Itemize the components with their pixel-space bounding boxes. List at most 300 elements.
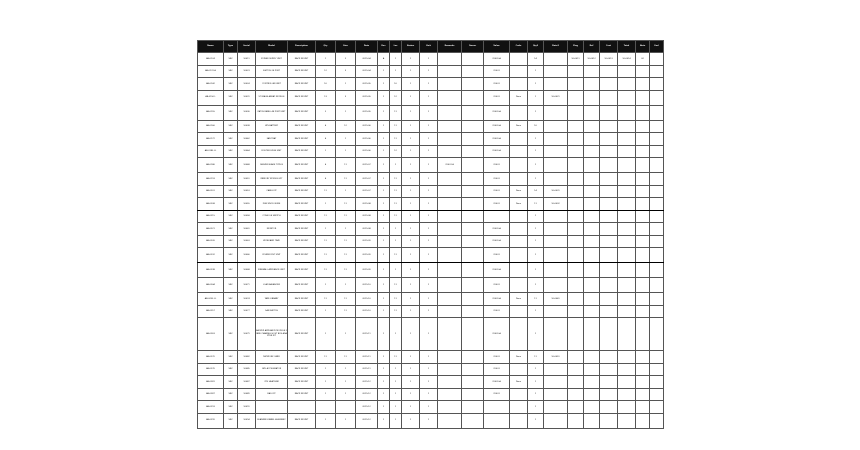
table-cell: 1 [420,376,438,389]
table-cell [544,235,568,248]
table-cell [650,133,664,146]
table-cell: 2019-12 [356,388,378,401]
table-cell: 1 [420,120,438,133]
table-cell [568,198,584,211]
table-cell: C0001 [484,248,510,263]
table-cell: 11 [390,133,402,146]
table-cell [636,90,650,105]
table-row [198,145,664,158]
table-cell: 1 [316,305,336,318]
table-cell: 2019-09 [356,248,378,263]
table-cell [618,210,636,223]
table-cell: 11 [316,210,336,223]
column-header: Value [484,41,510,53]
table-cell: 3 [336,90,356,105]
table-row [198,363,664,376]
table-cell: RACK MOUNT [288,413,316,428]
table-cell: AB-0131 A [198,65,224,78]
table-cell [650,198,664,211]
table-cell: 1 [420,293,438,306]
table-cell [650,90,664,105]
table-cell [438,413,462,428]
column-header: Status [402,41,420,53]
table-cell: 10077 [238,305,256,318]
table-cell: AB-0263 [198,318,224,351]
table-cell: 11 [316,248,336,263]
table-cell [636,248,650,263]
table-cell [438,248,462,263]
table-cell: C0001-A [484,53,510,66]
table-cell: 2019-12 [356,401,378,414]
table-cell [544,318,568,351]
table-cell: ROUTER EDGE UNIT [256,145,288,158]
table-cell: 1 [336,376,356,389]
table-row [198,65,664,78]
table-cell: C0001 [484,173,510,186]
table-cell [618,158,636,173]
table-cell [568,105,584,120]
table-cell: 1 [378,185,390,198]
table-cell [636,145,650,158]
table-cell: 1 [378,388,390,401]
table-cell: RACK MOUNT [288,235,316,248]
table-cell: 4 [316,133,336,146]
table-row [198,263,664,278]
table-cell: 1 [402,363,420,376]
column-header: Rev [378,41,390,53]
table-cell: 1 [528,318,544,351]
table-cell: 10082 [238,351,256,364]
table-cell: AB-0276 [198,363,224,376]
table-cell [618,388,636,401]
table-cell [544,158,568,173]
table-row [198,198,664,211]
table-cell [650,363,664,376]
table-cell: 1 [420,318,438,351]
table-cell [510,388,528,401]
table-cell: AB-0293 [198,401,224,414]
table-cell [636,235,650,248]
table-cell [438,120,462,133]
table-cell: 1 [336,388,356,401]
table-cell: 2019-12 [356,413,378,428]
table-cell: 1 [402,53,420,66]
table-cell [636,263,650,278]
table-cell [618,133,636,146]
table-cell [636,363,650,376]
table-cell: RACK MOUNT [288,185,316,198]
table-cell: 1 [336,133,356,146]
table-cell [462,210,484,223]
table-cell [584,413,600,428]
table-cell [438,145,462,158]
table-cell [584,293,600,306]
table-cell [544,210,568,223]
table-cell [650,145,664,158]
table-cell: C0001 [484,363,510,376]
table-cell: 11 [390,305,402,318]
table-cell: 11 [390,248,402,263]
table-cell: 11 [390,120,402,133]
table-cell [510,278,528,293]
table-cell [618,376,636,389]
table-cell: 2019-12 [356,376,378,389]
table-cell [438,235,462,248]
table-cell: DISK ENCLOSURE [256,198,288,211]
table-cell [600,318,618,351]
table-cell: RACK MOUNT [288,318,316,351]
table-cell: 1 [402,305,420,318]
table-cell: RACK MOUNT [288,263,316,278]
table-cell: 10-0011 [568,53,584,66]
table-cell: SRV [224,133,238,146]
table-cell [600,65,618,78]
table-cell: SRV [224,185,238,198]
table-cell [438,263,462,278]
table-cell [584,145,600,158]
table-cell: 11 [336,293,356,306]
table-cell: 1 [402,278,420,293]
table-cell: BACKUP APPLIANCE MODULE FIBRE CHANNEL HOST BUS ADAPTER KIT [256,318,288,351]
table-cell [584,223,600,236]
table-cell: SRV [224,388,238,401]
table-cell [438,133,462,146]
table-cell [462,198,484,211]
table-cell: 4 [316,120,336,133]
table-cell [600,363,618,376]
table-cell: 1 [316,413,336,428]
table-cell: A [378,53,390,66]
table-cell: 10-0032 [544,198,568,211]
table-cell: 1 [316,376,336,389]
table-cell [584,401,600,414]
table-cell: 1 [378,173,390,186]
table-cell [636,351,650,364]
table-cell: 1 [390,363,402,376]
table-cell [650,318,664,351]
table-cell [462,145,484,158]
table-cell [510,105,528,120]
table-cell [544,363,568,376]
table-cell [650,305,664,318]
table-cell: 1 [528,90,544,105]
table-cell [650,376,664,389]
table-cell [636,210,650,223]
table-row [198,53,664,66]
table-cell: 10-0013 [600,53,618,66]
table-cell: 1 [420,363,438,376]
table-cell [510,173,528,186]
table-cell [568,235,584,248]
table-cell: 2019-11 [356,318,378,351]
table-cell: SRV [224,90,238,105]
table-cell: 10074 [238,293,256,306]
table-cell [650,278,664,293]
table-cell: 2 [316,105,336,120]
table-cell: 1 [378,158,390,173]
table-cell: SRV [224,120,238,133]
table-cell [636,305,650,318]
table-cell: 10036 [238,105,256,120]
table-cell: 11 [316,235,336,248]
table-cell [568,90,584,105]
table-cell: 10071 [238,278,256,293]
column-header: Size [336,41,356,53]
table-cell: AB-0257 [198,305,224,318]
table-cell: AB-0180 LL [198,145,224,158]
table-cell: 11 [390,293,402,306]
table-row [198,223,664,236]
table-cell: 2019-11 [356,351,378,364]
table-cell [438,210,462,223]
table-cell: 1 [402,235,420,248]
table-cell: 2019-08 [356,210,378,223]
table-cell: 1 [402,248,420,263]
table-cell [544,413,568,428]
table-cell [462,53,484,66]
table-cell: 10-0014 [618,53,636,66]
table-cell [462,318,484,351]
table-cell: 1 [402,401,420,414]
table-cell: SRV [224,363,238,376]
table-cell: 1 [528,248,544,263]
table-cell: 1 [402,388,420,401]
table-cell [438,401,462,414]
table-cell: 1 [336,78,356,91]
table-cell: C0001-A [484,133,510,146]
table-cell: C0001-A [484,293,510,306]
table-cell: 10044 [238,145,256,158]
table-cell [650,223,664,236]
table-cell [600,376,618,389]
table-cell: 1 [378,235,390,248]
table-cell [618,198,636,211]
table-cell [584,376,600,389]
table-cell [618,105,636,120]
table-cell: SAN SWITCH [256,305,288,318]
table-cell [462,120,484,133]
table-cell: AB-0299 [198,413,224,428]
table-cell: 1 [336,223,356,236]
table-cell: 1 [420,65,438,78]
table-cell: AB-0215 [198,210,224,223]
table-cell: 1 [378,210,390,223]
table-cell: 10 [528,120,544,133]
table-cell [544,145,568,158]
table-cell: 2019-07 [356,185,378,198]
column-header: Unit [420,41,438,53]
table-cell [462,293,484,306]
table-cell [600,388,618,401]
table-cell: 1 [420,305,438,318]
table-cell [618,235,636,248]
table-cell [636,223,650,236]
table-cell: Done [510,120,528,133]
table-cell [462,376,484,389]
table-cell: 1 [420,223,438,236]
table-cell [584,105,600,120]
table-cell: SRV [224,248,238,263]
table-cell: 1 [378,65,390,78]
table-cell: 13 [316,90,336,105]
table-cell [600,185,618,198]
table-cell [618,145,636,158]
table-row [198,401,664,414]
table-cell: 1 [378,120,390,133]
table-cell: 1 [378,223,390,236]
table-cell [288,401,316,414]
table-row [198,173,664,186]
table-cell [600,120,618,133]
table-cell: 1 [420,53,438,66]
table-row [198,120,664,133]
table-cell: 11 [390,198,402,211]
table-cell [650,388,664,401]
table-cell: SERVER BLADE TYPE B [256,158,288,173]
table-cell: RACK MOUNT [288,158,316,173]
table-cell [544,223,568,236]
table-cell: 1 [378,318,390,351]
table-cell: RACK MOUNT [288,198,316,211]
table-cell [650,263,664,278]
table-cell: 1 [402,376,420,389]
table-cell: 1 [378,351,390,364]
column-header: Model [256,41,288,53]
table-cell: 1 [316,318,336,351]
table-cell [568,376,584,389]
table-cell [462,263,484,278]
table-cell [568,133,584,146]
table-cell: 1 [420,278,438,293]
table-cell [636,105,650,120]
table-cell: C0001 [484,198,510,211]
table-cell [336,401,356,414]
table-cell [618,305,636,318]
table-cell [650,173,664,186]
column-header: Qty2 [528,41,544,53]
table-cell [618,173,636,186]
table-cell: C0001 [484,305,510,318]
table-cell: 1 [390,53,402,66]
table-cell [636,278,650,293]
table-cell [600,133,618,146]
table-cell: 11 [336,210,356,223]
table-cell: 1 [402,105,420,120]
table-cell: 11 [336,158,356,173]
table-cell: 1 [378,413,390,428]
table-cell [618,413,636,428]
table-row [198,388,664,401]
table-cell [584,318,600,351]
table-cell: SRV [224,145,238,158]
table-cell: 10048 [238,158,256,173]
table-cell: 1 [390,223,402,236]
table-cell [568,351,584,364]
table-cell [510,65,528,78]
table-cell [484,401,510,414]
table-cell [544,376,568,389]
table-cell [650,401,664,414]
table-cell [438,318,462,351]
table-cell: RACK MOUNT [288,120,316,133]
table-cell [462,158,484,173]
table-cell: 10 [390,78,402,91]
table-cell [510,133,528,146]
column-header: Total [618,41,636,53]
table-cell: 1 [528,145,544,158]
table-cell [462,65,484,78]
table-cell: C0001-A [484,145,510,158]
table-cell [462,185,484,198]
table-cell [636,318,650,351]
table-cell [568,293,584,306]
table-cell [636,120,650,133]
table-cell [636,133,650,146]
table-cell: 1 [402,90,420,105]
table-cell: 1 [378,363,390,376]
table-cell [544,120,568,133]
table-cell [584,78,600,91]
table-cell [618,65,636,78]
table-cell: SRV [224,278,238,293]
table-cell: 1 [378,133,390,146]
table-cell: 10087 [238,376,256,389]
table-cell: 1 [390,158,402,173]
table-cell [568,173,584,186]
table-cell [584,90,600,105]
table-cell: RACK MOUNT [288,145,316,158]
table-cell [584,133,600,146]
table-cell: 1 [316,223,336,236]
table-cell: AB-0226 [198,235,224,248]
table-cell [568,413,584,428]
data-table [197,40,664,429]
table-cell: 1 [316,53,336,66]
table-cell: 1 [528,105,544,120]
table-cell [544,263,568,278]
table-cell: 1 [420,351,438,364]
table-cell [650,293,664,306]
table-cell: C0001-A [484,263,510,278]
table-cell: 1 [402,78,420,91]
table-cell [510,401,528,414]
table-cell: 1 [336,318,356,351]
table-cell: SRV [224,105,238,120]
table-cell: 1 [528,133,544,146]
table-cell: SRV [224,173,238,186]
table-cell: 11 [316,263,336,278]
table-cell: 1 [390,235,402,248]
table-cell: 1 [420,388,438,401]
table-cell [618,278,636,293]
table-cell [600,210,618,223]
table-cell [584,235,600,248]
table-cell: SRV [224,263,238,278]
table-cell [618,263,636,278]
table-cell: Done [510,293,528,306]
table-row [198,90,664,105]
table-cell: 1 [336,363,356,376]
table-cell: FAN TRAY [256,133,288,146]
table-cell: 1 [336,105,356,120]
table-cell [438,78,462,91]
table-cell [584,305,600,318]
table-cell [438,388,462,401]
table-cell: 11 [390,173,402,186]
table-cell [510,210,528,223]
table-cell [650,235,664,248]
table-row [198,133,664,146]
